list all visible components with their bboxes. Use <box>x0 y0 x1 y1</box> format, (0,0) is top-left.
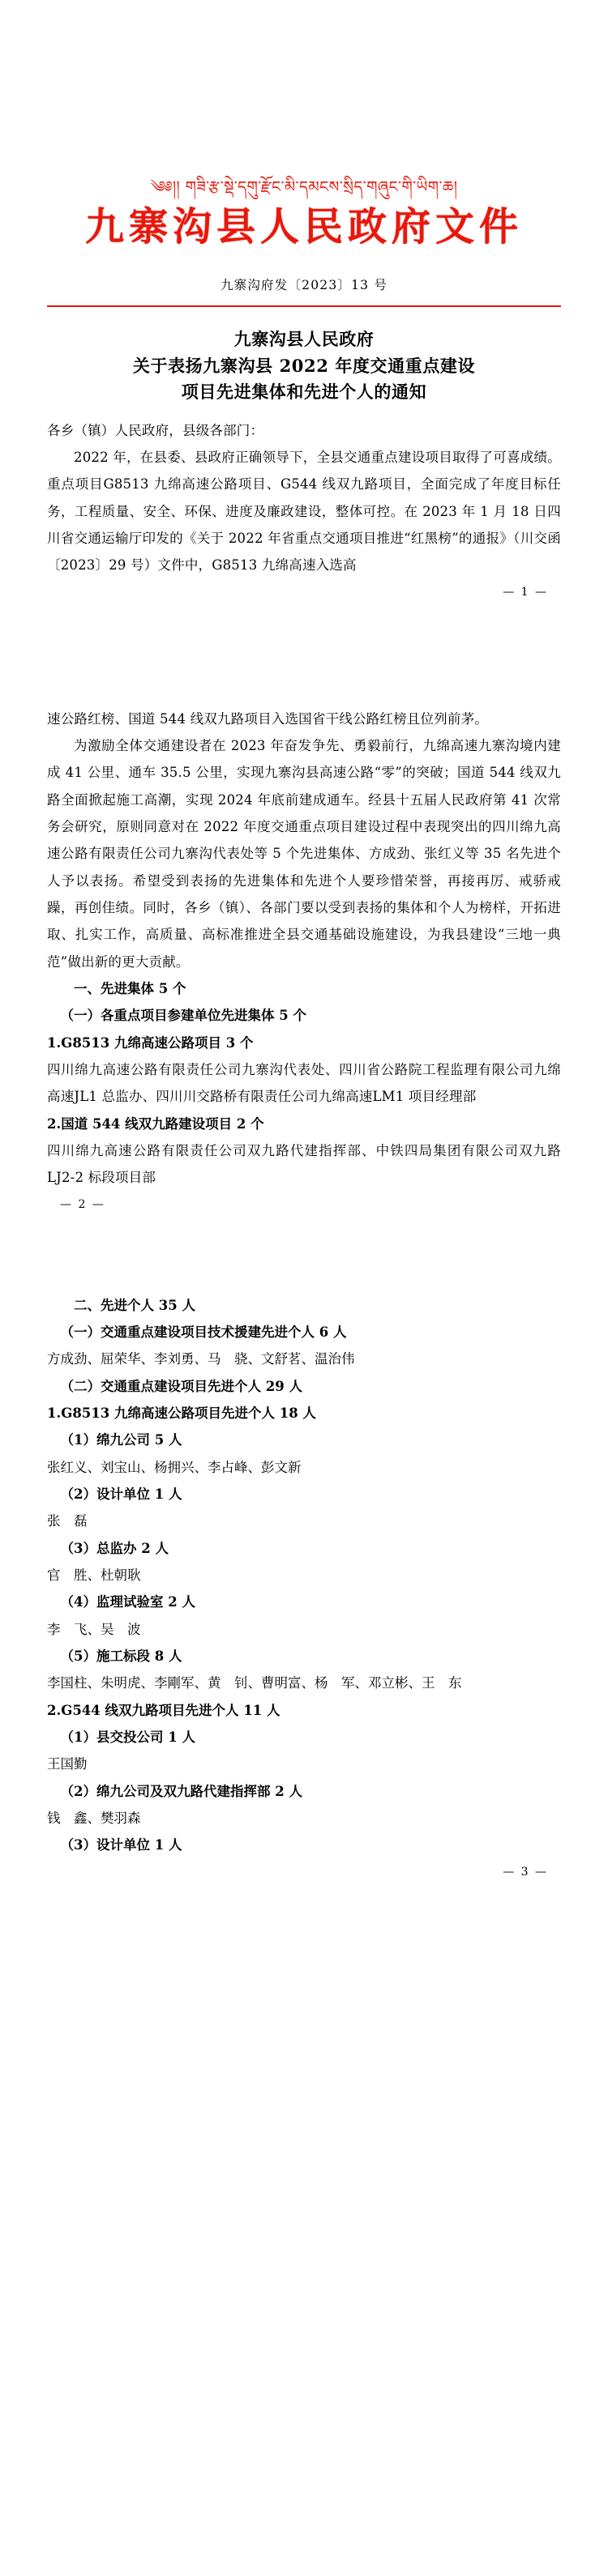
section-1-item-2: 2.国道 544 线双九路建设项目 2 个 <box>47 1115 264 1132</box>
section-2-item-1-group-5: （5）施工标段 8 人 <box>60 1648 182 1664</box>
page-3-body <box>47 1292 561 1859</box>
section-2-item-1-group-1-names: 张红义、刘宝山、杨拥兴、李占峰、彭文新 <box>47 1459 302 1475</box>
page-folio-1: — 1 — <box>503 585 548 599</box>
section-2-item-1-group-4-names: 李 飞、吴 波 <box>47 1621 141 1637</box>
page-1-body <box>47 417 561 579</box>
document-title <box>47 326 561 406</box>
page-folio-3: — 3 — <box>503 1865 548 1879</box>
section-2-item-1-group-4: （4）监理试验室 2 人 <box>60 1594 195 1610</box>
document-title-line-2: 关于表扬九寨沟县 2022 年度交通重点建设 <box>132 355 476 376</box>
section-2-item-2-group-2-names: 钱 鑫、樊羽森 <box>47 1810 141 1826</box>
page-break-1 <box>0 599 608 694</box>
page-2-body <box>47 706 561 1192</box>
section-1-item-1: 1.G8513 九绵高速公路项目 3 个 <box>47 1034 254 1051</box>
section-2-item-2: 2.G544 线双九路项目先进个人 11 人 <box>47 1702 280 1718</box>
section-2-item-2-group-1: （1）县交投公司 1 人 <box>60 1729 195 1745</box>
document-page-2 <box>0 706 608 1211</box>
document-page-3 <box>0 1292 608 1879</box>
paragraph-1-continued: 速公路红榜、国道 544 线双九路项目入选国省干线公路红榜且位列前茅。 <box>47 710 488 727</box>
section-heading-2: 二、先进个人 35 人 <box>74 1297 195 1313</box>
section-2-subheading-1: （一）交通重点建设项目技术援建先进个人 6 人 <box>60 1324 347 1341</box>
document-title-line-1: 九寨沟县人民政府 <box>233 329 375 350</box>
masthead <box>47 0 561 249</box>
section-2-item-1-group-5-names: 李国柱、朱明虎、李剛军、黄 钊、曹明富、杨 军、邓立彬、王 东 <box>47 1675 462 1691</box>
section-2-subheading-1-names: 方成劲、屈荣华、李刘勇、马 骁、文舒茗、温治伟 <box>47 1351 355 1367</box>
section-2-item-1-group-2: （2）设计单位 1 人 <box>60 1486 182 1502</box>
masthead-title: 九寨沟县人民政府文件 <box>84 203 523 249</box>
section-heading-1: 一、先进集体 5 个 <box>74 981 186 997</box>
section-1-item-2-detail: 四川绵九高速公路有限责任公司双九路代建指挥部、中铁四局集团有限公司双九路LJ2-2 标段项目部 <box>47 1143 561 1186</box>
section-2-item-1: 1.G8513 九绵高速公路项目先进个人 18 人 <box>47 1405 316 1421</box>
masthead-tibetan-line: ༄༅།། གཟི་རྩ་སྡེ་དགུ་རྫོང་མི་དམངས་སྲིད་གཞུང་གི་ཡིག་ཆ། <box>150 178 458 196</box>
section-2-item-1-group-3: （3）总监办 2 人 <box>60 1540 169 1556</box>
section-2-subheading-2: （二）交通重点建设项目先进个人 29 人 <box>60 1378 302 1394</box>
document-page-1 <box>0 0 608 599</box>
section-2-item-1-group-3-names: 官 胜、杜朝耿 <box>47 1567 141 1583</box>
section-2-item-2-group-1-names: 王国勤 <box>47 1756 88 1772</box>
section-2-item-2-group-3: （3）设计单位 1 人 <box>60 1837 182 1853</box>
page-folio-2: — 2 — <box>60 1197 105 1211</box>
section-2-item-1-group-1: （1）绵九公司 5 人 <box>60 1432 182 1448</box>
page-break-2 <box>0 1211 608 1281</box>
document-title-line-3: 项目先进集体和先进个人的通知 <box>181 382 427 403</box>
section-2-item-2-group-2: （2）绵九公司及双九路代建指挥部 2 人 <box>60 1783 302 1799</box>
paragraph-2: 为激励全体交通建设者在 2023 年奋发争先、勇毅前行，九绵高速九寨沟境内建成 41 公里、通车 35.5 公里，实现九寨沟县高速公路“零”的突破；国道 544 线双九路全面掀起施工高潮，实现 2024 年底前建成通车。经县十五届人民政府第 41 次常务会研究，原则同意对在 2022 年度交通重点项目建设过程中表现突出的四川绵九高速公路有限责任公司九寨沟代表处等 5 个先进集体、方成劲、张红义等 35 名先进个人予以表扬。希望受到表扬的先进集体和先进个人要珍惜荣誉，再接再厉、戒骄戒躁，再创佳绩。同时，各乡（镇）、各部门要以受到表扬的集体和个人为榜样，开拓进取、扎实工作，高质量、高标准推进全县交通基础设施建设，为我县建设“三地一典范”做出新的更大贡献。 <box>47 738 561 970</box>
section-2-item-1-group-2-names: 张 磊 <box>47 1513 88 1529</box>
section-1-subheading-1: （一）各重点项目参建单位先进集体 5 个 <box>60 1008 306 1024</box>
paragraph-1: 2022 年，在县委、县政府正确领导下，全县交通重点建设项目取得了可喜成绩。重点项目G8513 九绵高速公路项目、G544 线双九路项目，全面完成了年度目标任务，工程质量、安全、环保、进度及廉政建设，整体可控。在 2023 年 1 月 18 日四川省交通运输厅印发的《关于 2022 年省重点交通项目推进“红黑榜”的通报》（川交函〔2023〕29 号）文件中，G8513 九绵高速入选高 <box>47 450 561 574</box>
red-divider-rule <box>47 305 561 307</box>
document-number: 九寨沟府发〔2023〕13 号 <box>220 278 388 293</box>
salutation: 各乡（镇）人民政府，县级各部门： <box>47 422 264 438</box>
section-1-item-1-detail: 四川绵九高速公路有限责任公司九寨沟代表处、四川省公路院工程监理有限公司九绵高速JL1 总监办、四川川交路桥有限责任公司九绵高速LM1 项目经理部 <box>47 1062 561 1105</box>
